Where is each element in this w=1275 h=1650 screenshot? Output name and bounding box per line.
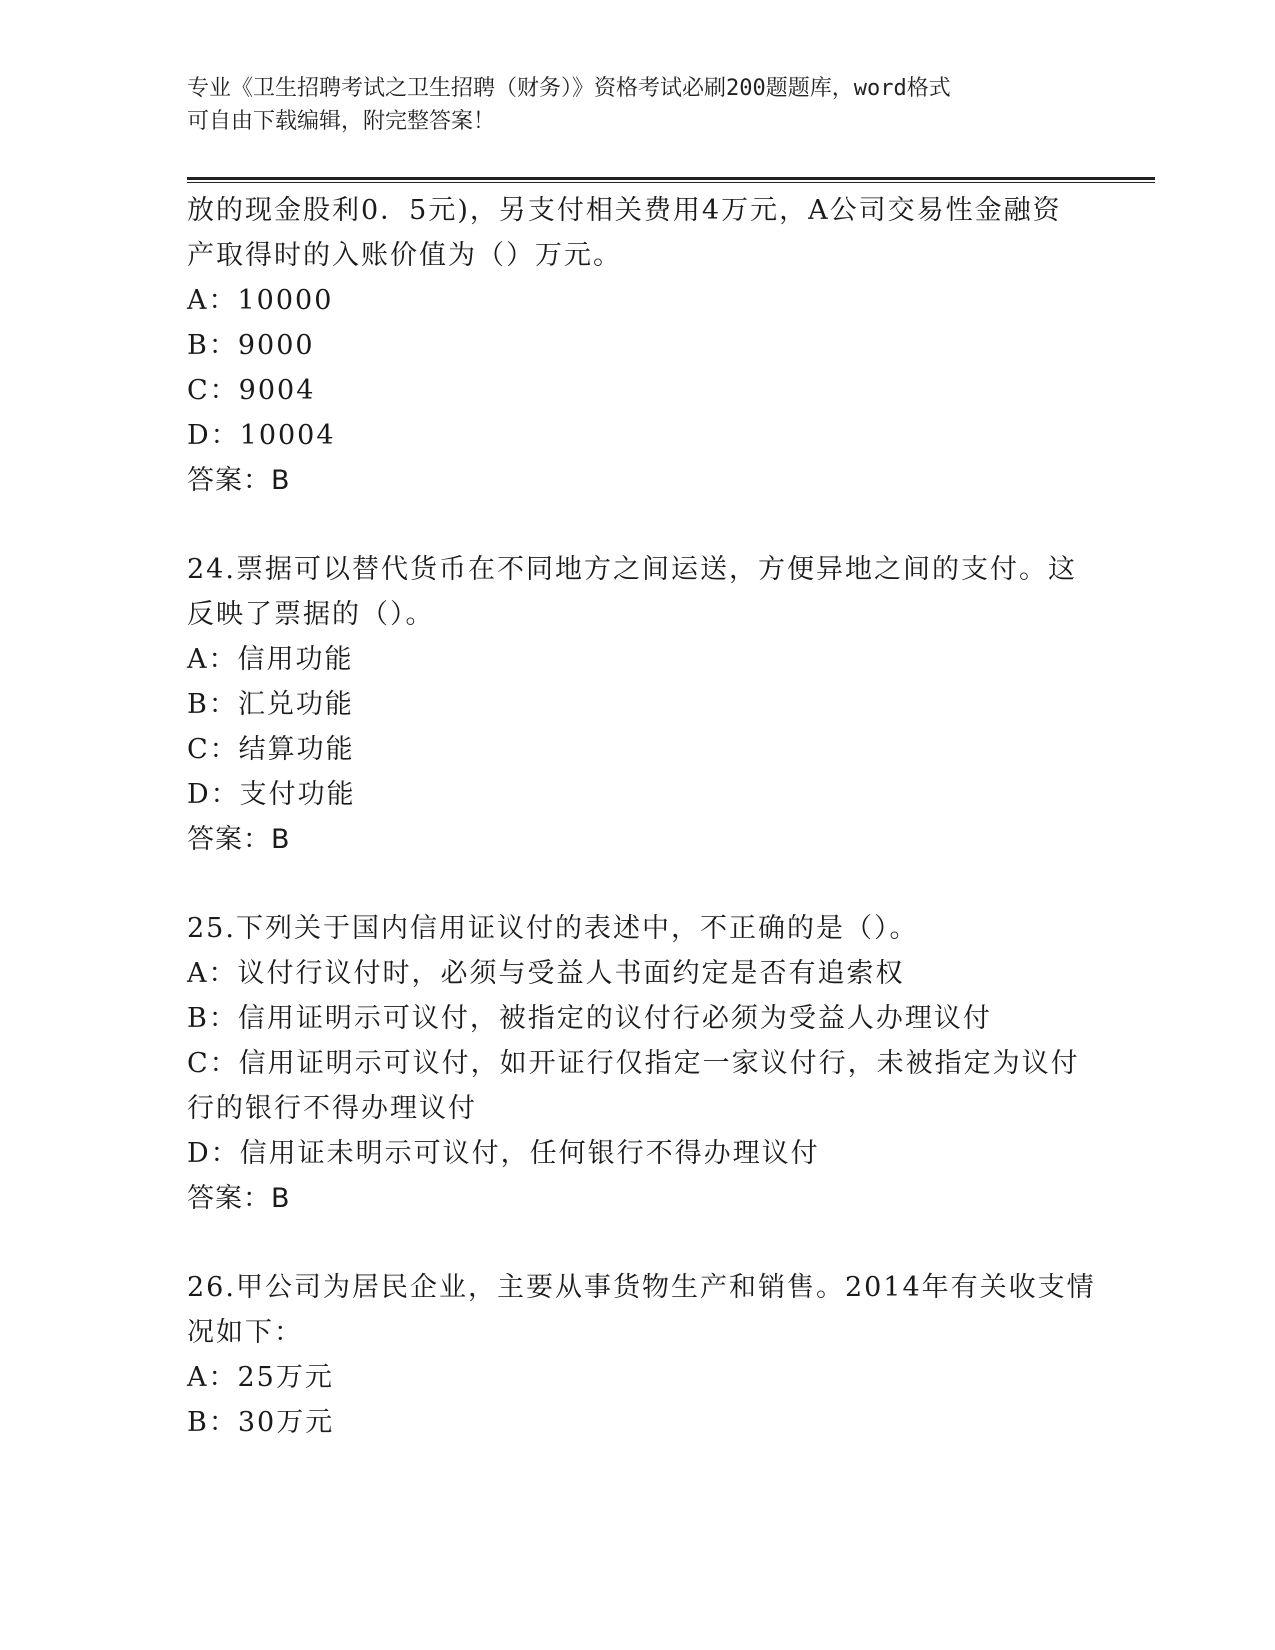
option-b: B：信用证明示可议付，被指定的议付行必须为受益人办理议付: [187, 1003, 992, 1034]
option-d: D：支付功能: [187, 779, 356, 810]
question-stem-line: 反映了票据的（）。: [187, 599, 435, 630]
question-stem-line: 25.下列关于国内信用证议付的表述中，不正确的是（）。: [187, 913, 919, 944]
question-stem-line: 况如下：: [187, 1317, 303, 1348]
option-a: A：10000: [187, 285, 334, 316]
answer-line: 答案：B: [187, 1183, 291, 1214]
question-stem-line: 产取得时的入账价值为（）万元。: [187, 240, 622, 271]
option-c: C：信用证明示可议付，如开证行仅指定一家议付行，未被指定为议付: [187, 1048, 1080, 1079]
header-divider-thin: [187, 182, 1155, 183]
question-stem-line: 26.甲公司为居民企业，主要从事货物生产和销售。2014年有关收支情: [187, 1272, 1096, 1303]
option-a: A：议付行议付时，必须与受益人书面约定是否有追索权: [187, 958, 905, 989]
option-b: B：9000: [187, 330, 315, 361]
question-list: [187, 188, 1096, 1445]
question-stem-line: 24.票据可以替代货币在不同地方之间运送，方便异地之间的支付。这: [187, 554, 1077, 585]
option-c: C：结算功能: [187, 734, 355, 765]
question-24: [187, 547, 1087, 862]
question-25: [187, 906, 1087, 1221]
option-c-continued: 行的银行不得办理议付: [187, 1093, 477, 1124]
question-stem-line: 放的现金股利0．5元)，另支付相关费用4万元，A公司交易性金融资: [187, 195, 1062, 226]
question-spacer: [187, 862, 1087, 906]
option-b: B：汇兑功能: [187, 689, 354, 720]
document-header: [187, 72, 1087, 138]
question-spacer: [187, 1221, 1087, 1265]
answer-line: 答案：B: [187, 824, 291, 855]
header-divider-thick: [187, 177, 1155, 180]
question-26: [187, 1265, 1096, 1445]
option-c: C：9004: [187, 375, 316, 406]
option-d: D：信用证未明示可议付，任何银行不得办理议付: [187, 1138, 820, 1169]
question-spacer: [187, 503, 1087, 547]
header-title-line-1: 专业《卫生招聘考试之卫生招聘（财务）》资格考试必刷200题题库，word格式: [187, 76, 951, 101]
option-a: A：25万元: [187, 1362, 334, 1393]
header-title-line-2: 可自由下载编辑，附完整答案！: [187, 109, 496, 134]
option-a: A：信用功能: [187, 644, 354, 675]
option-d: D：10004: [187, 420, 336, 451]
question-23-continued: [187, 188, 1087, 503]
option-b: B：30万元: [187, 1407, 335, 1438]
answer-line: 答案：B: [187, 465, 291, 496]
